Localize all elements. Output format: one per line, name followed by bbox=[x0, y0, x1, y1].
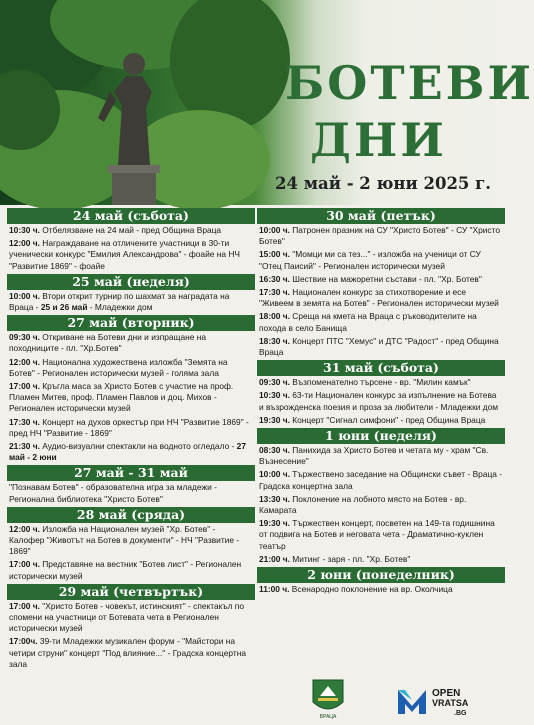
day-header: 30 май (петък) bbox=[257, 208, 505, 224]
event-time: 17:00 ч. bbox=[9, 381, 40, 392]
event-text: Кръгла маса за Христо Ботев с участие на проф. Пламен Митев, проф. Пламен Павлов и доц. Михов - Регионален исторически музей bbox=[9, 381, 234, 414]
day-header: 28 май (сряда) bbox=[7, 507, 255, 523]
event-item bbox=[9, 417, 253, 439]
event-time: 11:00 ч. bbox=[259, 584, 290, 595]
day-header: 1 юни (неделя) bbox=[257, 428, 505, 444]
event-text: Поклонение на лобното място на Ботев - вр. Камарата bbox=[259, 493, 467, 516]
event-item bbox=[9, 524, 253, 558]
event-item bbox=[9, 225, 253, 236]
event-item bbox=[259, 274, 503, 285]
day-header: 25 май (неделя) bbox=[7, 274, 255, 290]
event-item bbox=[9, 601, 253, 635]
event-item bbox=[9, 482, 253, 504]
event-time: 19:30 ч. bbox=[259, 518, 290, 529]
event-time: 10:30 ч. bbox=[259, 390, 290, 401]
event-text: Патронен празник на СУ "Христо Ботев" - СУ "Христо Ботев" bbox=[259, 225, 501, 247]
event-text: Тържествен концерт, посветен на 149-та годишнина от подвига на Ботев и неговата чета - Драматично-куклен театър bbox=[259, 518, 495, 551]
event-item bbox=[259, 445, 503, 467]
event-item bbox=[259, 249, 503, 271]
event-date-range: 25 и 26 май bbox=[40, 302, 88, 313]
program-column-right bbox=[257, 206, 505, 597]
day-header: 2 юни (понеделник) bbox=[257, 567, 505, 583]
event-text: Възпоменателно търсене - вр. "Милин камък" bbox=[289, 377, 471, 388]
event-item bbox=[259, 554, 503, 565]
logo-line-2: VRATSA bbox=[432, 698, 469, 708]
event-text: Всенародно поклонение на вр. Околчица bbox=[289, 584, 453, 595]
crest-label: ВРАЦА bbox=[319, 714, 337, 720]
day-header: 27 май - 31 май bbox=[7, 465, 255, 481]
event-text: Национална художествена изложба "Земята на Ботев" - Регионален исторически музей - голяма зала bbox=[9, 356, 228, 378]
event-text: Среща на кмета на Враца с ръководителите на похода в село Банища bbox=[259, 311, 477, 333]
footer-logos bbox=[0, 676, 509, 720]
event-time: 17:00 ч. bbox=[9, 559, 40, 570]
event-item bbox=[259, 584, 503, 595]
event-item bbox=[259, 377, 503, 388]
event-text: 39-ти Младежки музикален форум - "Майстори на четири струни" концерт "Под влияние..." - Градска концертна зала bbox=[9, 636, 247, 669]
logo-line-1: OPEN bbox=[432, 688, 461, 699]
event-item bbox=[259, 225, 503, 247]
event-item bbox=[9, 238, 253, 272]
event-text: Концерт "Сигнал симфони" - пред Община Враца bbox=[289, 414, 486, 425]
title-line-1: БОТЕВИ bbox=[285, 56, 534, 110]
event-time: 21:00 ч. bbox=[259, 553, 290, 564]
day-header: 29 май (четвъртък) bbox=[7, 584, 255, 600]
event-item bbox=[9, 636, 253, 670]
day-header: 24 май (събота) bbox=[7, 208, 255, 224]
event-text: Концерт на духов оркестър при НЧ "Развитие 1869" - пред НЧ "Развитие - 1869" bbox=[9, 416, 249, 438]
event-item bbox=[9, 381, 253, 415]
event-time: 09:30 ч. bbox=[9, 332, 40, 343]
program-column-left bbox=[7, 206, 255, 672]
event-text: Изложба на Национален музей "Хр. Ботев" - Калофер "Животът на Ботев в документи" - НЧ "Развитие - 1869" bbox=[9, 523, 240, 557]
event-time: 08:30 ч. bbox=[259, 445, 290, 456]
event-item bbox=[9, 332, 253, 354]
event-item bbox=[259, 469, 503, 491]
event-text: Откриване на Ботеви дни и изпращане на походниците - пл. "Хр.Ботев" bbox=[9, 332, 207, 354]
event-time: 09:30 ч. bbox=[259, 377, 290, 388]
event-item bbox=[259, 518, 503, 552]
day-header: 27 май (вторник) bbox=[7, 315, 255, 331]
event-text: 63-ти Национален конкурс за изпълнение на Ботева и възрожденска поезия и проза за любители - Младежки дом bbox=[259, 390, 499, 412]
event-item bbox=[9, 559, 253, 581]
event-time: 10:00 ч. bbox=[259, 225, 290, 235]
event-item bbox=[9, 291, 253, 313]
event-text: Концерт ПТС "Хемус" и ДТС "Радост" - пред Община Враца bbox=[259, 335, 499, 358]
event-item bbox=[9, 441, 253, 463]
event-time: 10:30 ч. bbox=[9, 225, 40, 235]
event-text: Аудио-визуални спектакли на водното огледало - bbox=[39, 441, 237, 452]
event-time: 21:30 ч. bbox=[9, 441, 40, 452]
day-header: 31 май (събота) bbox=[257, 360, 505, 376]
event-item bbox=[259, 287, 503, 309]
event-time: 12:00 ч. bbox=[9, 238, 40, 249]
event-item bbox=[259, 336, 503, 358]
event-text: Втори открит турнир по шахмат за наградата на Враца - bbox=[9, 290, 230, 313]
event-time: 19:30 ч. bbox=[259, 414, 290, 425]
event-time: 17:00 ч. bbox=[9, 600, 40, 611]
event-item bbox=[259, 311, 503, 333]
event-text: Отбелязване на 24 май - пред Община Враца bbox=[39, 225, 222, 235]
event-text: Шествие на мажоретни състави - пл. "Хр. Ботев" bbox=[289, 273, 482, 284]
event-text: "Познавам Ботев" - образователна игра за младежи - Регионална библиотека "Христо Ботев" bbox=[9, 482, 217, 504]
event-text: "Христо Ботев - човекът, истинският" - спектакъл по спомени на участници от Ботевата чета в Регионален исторически музей bbox=[9, 600, 244, 634]
title-line-2: ДНИ bbox=[310, 113, 447, 167]
event-time: 13:30 ч. bbox=[259, 493, 290, 504]
event-time: 12:00 ч. bbox=[9, 356, 40, 367]
vratsa-crest-icon bbox=[313, 680, 343, 709]
event-text-tail: - Младежки дом bbox=[87, 302, 153, 313]
open-vratsa-logo-icon bbox=[398, 690, 426, 714]
event-text: Митинг - заря - пл. "Хр. Ботев" bbox=[289, 553, 411, 564]
event-date-range: 27 май - 2 юни bbox=[9, 441, 246, 463]
event-time: 10:00 ч. bbox=[9, 290, 40, 301]
event-item bbox=[9, 357, 253, 379]
footer bbox=[0, 676, 509, 720]
event-time: 18:30 ч. bbox=[259, 335, 290, 346]
event-dates: 24 май - 2 юни 2025 г. bbox=[274, 174, 492, 193]
event-time: 12:00 ч. bbox=[9, 523, 40, 534]
event-item bbox=[259, 415, 503, 426]
event-text: Представяне на вестник "Ботев лист" - Регионален исторически музей bbox=[9, 559, 242, 581]
logo-line-3: .BG bbox=[454, 710, 467, 717]
event-time: 17:30 ч. bbox=[259, 287, 290, 298]
event-text: Награждаване на отличените участници в 30-ти ученически конкурс "Емилия Александрова" - фоайе на НЧ "Развитие 1869" - фоайе bbox=[9, 238, 240, 271]
event-text: "Момци ми са тез..." - изложба на ученици от СУ "Отец Паисий" - Регионален исторически музей bbox=[259, 249, 481, 271]
event-item bbox=[259, 390, 503, 412]
event-text: Панихида за Христо Ботев и четата му - храм "Св. Възнесение" bbox=[259, 445, 489, 467]
event-time: 17:00ч. bbox=[9, 636, 38, 647]
event-time: 10:00 ч. bbox=[259, 469, 290, 480]
event-time: 16:30 ч. bbox=[259, 273, 290, 284]
event-time: 18:00 ч. bbox=[259, 311, 290, 322]
event-text: Национален конкурс за стихотворение и есе "Живеем в земята на Ботев" - Регионален исторически музей bbox=[259, 287, 499, 309]
event-time: 17:30 ч. bbox=[9, 416, 40, 427]
event-item bbox=[259, 494, 503, 516]
event-time: 15:00 ч. bbox=[259, 249, 290, 260]
event-text: Тържествено заседание на Общински съвет - Враца - Градска концертна зала bbox=[259, 469, 503, 491]
